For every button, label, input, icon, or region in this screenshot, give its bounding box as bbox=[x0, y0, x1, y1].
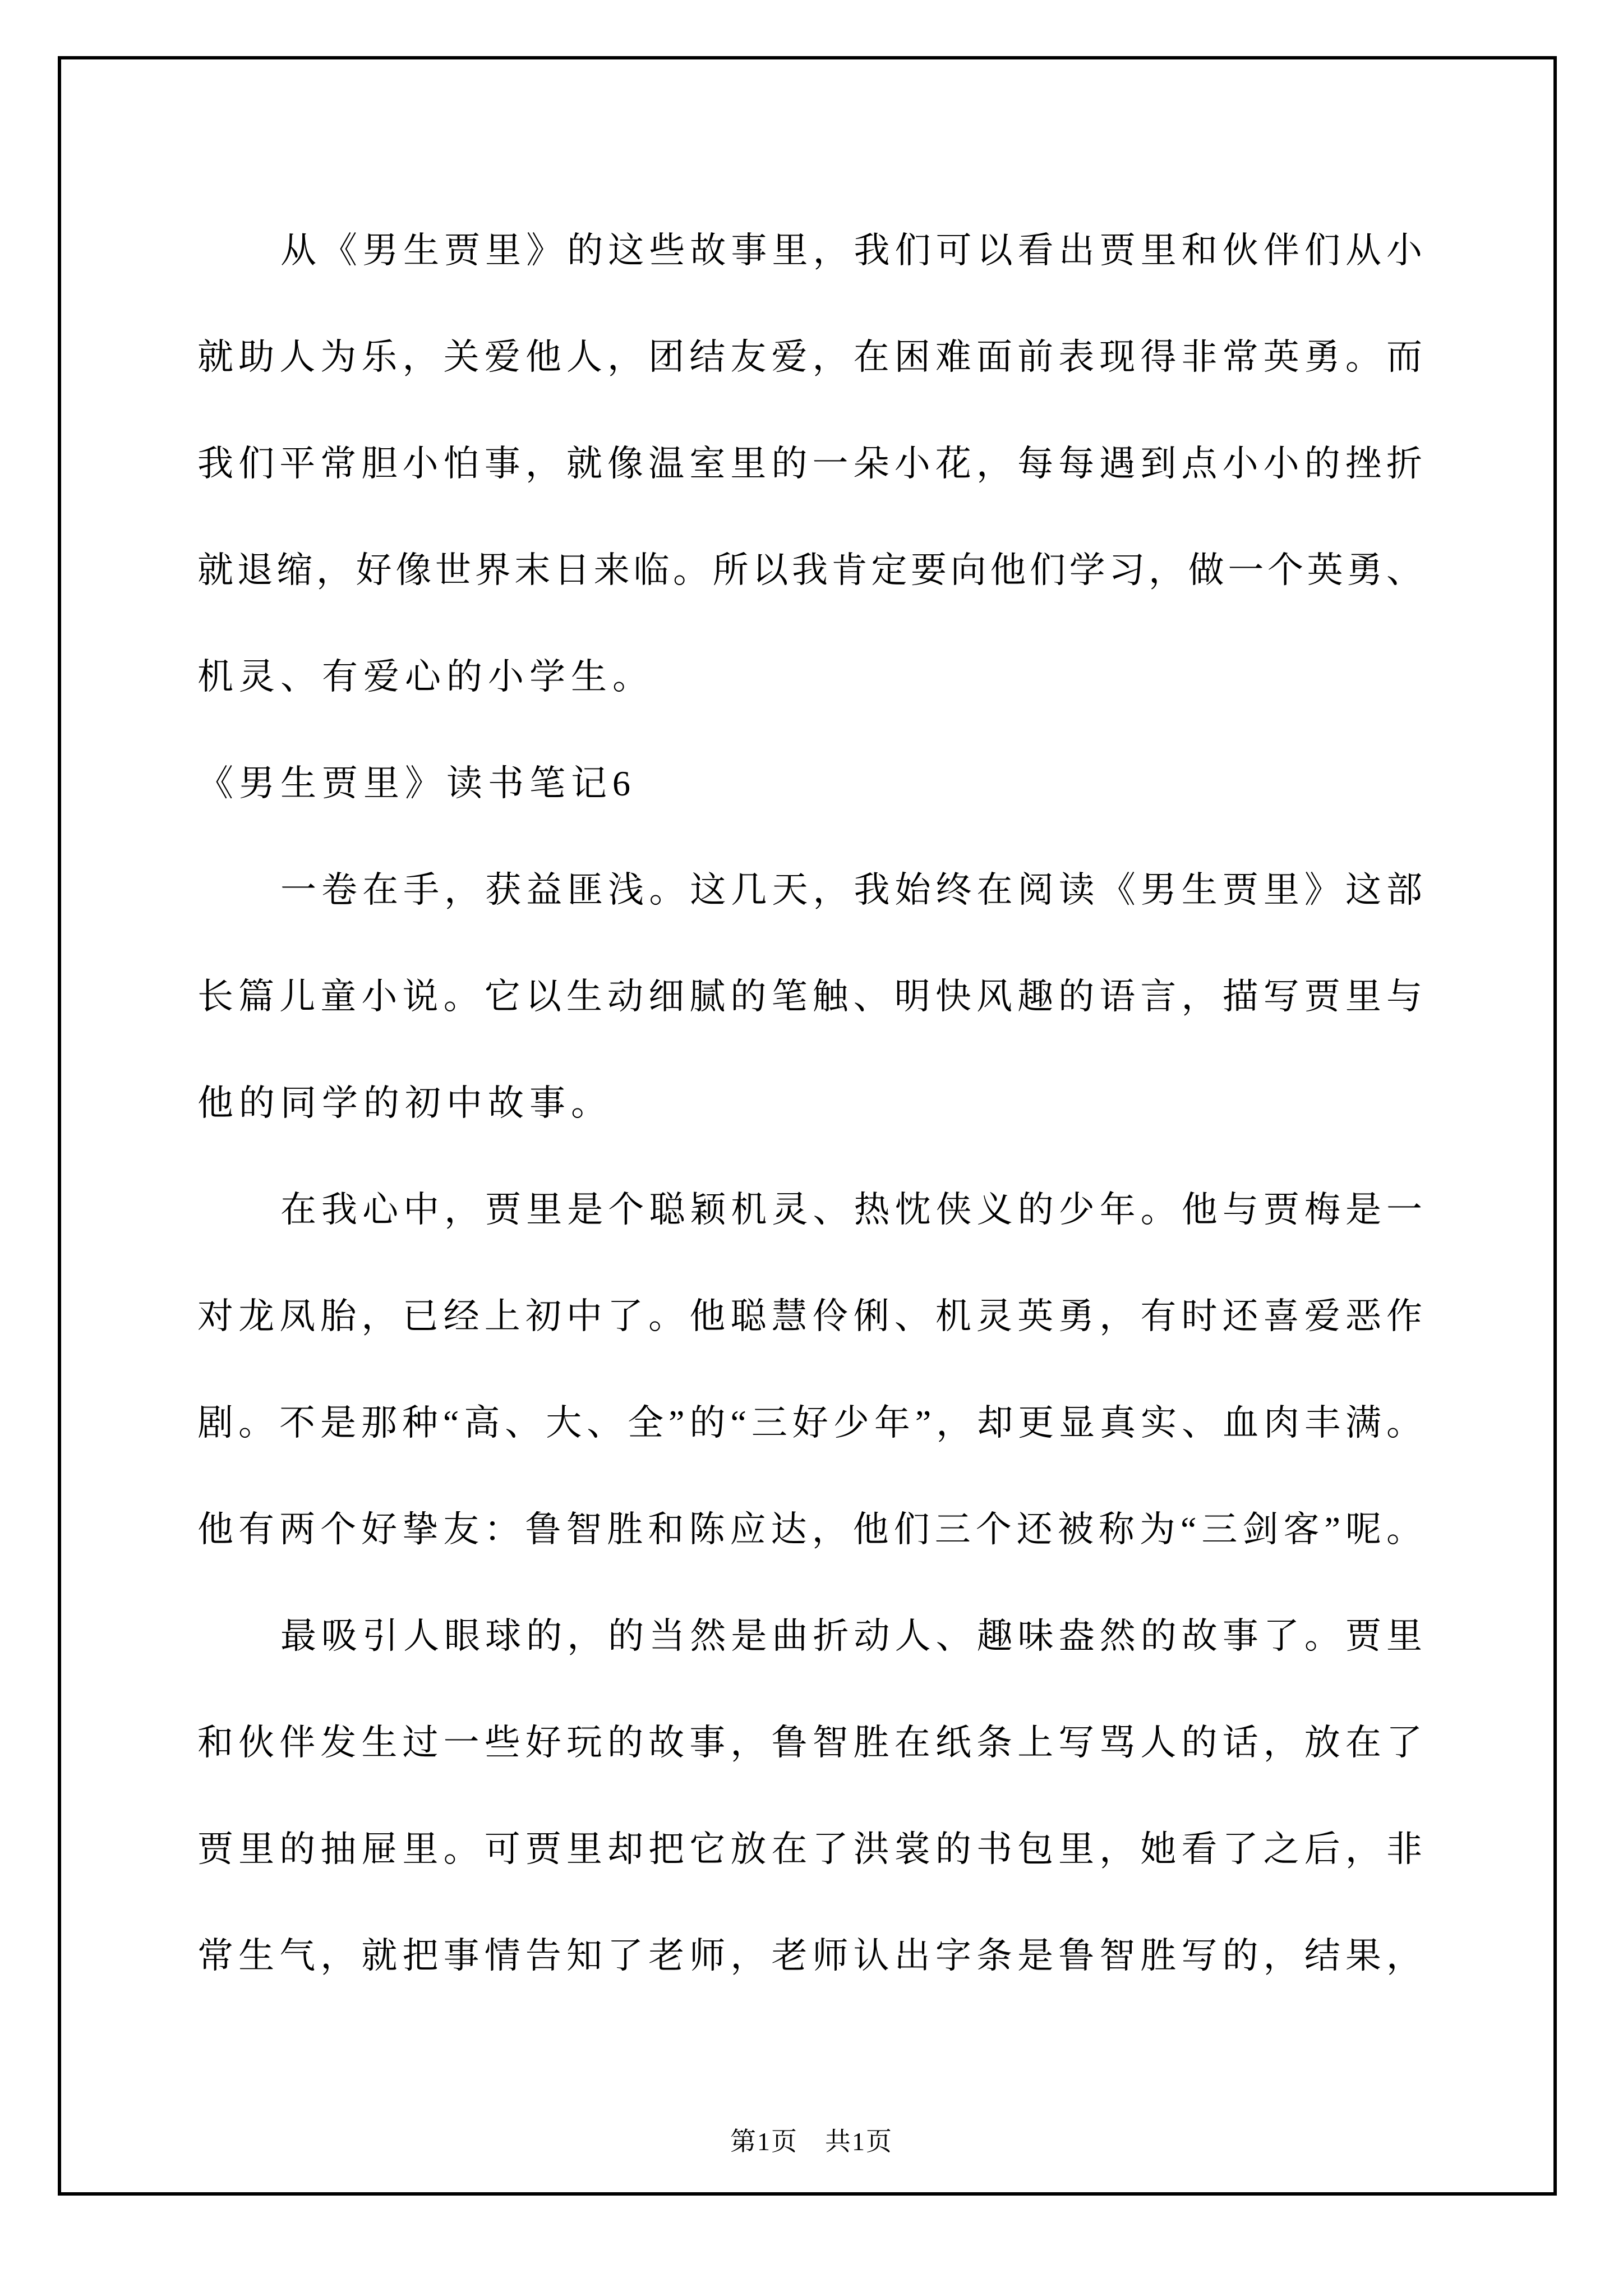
text-line: 他的同学的初中故事。 bbox=[197, 1083, 612, 1123]
text-line-section-heading: 《男生贾里》读书笔记6 bbox=[197, 763, 636, 803]
text-line: 贾里的抽屉里。可贾里却把它放在了洪裳的书包里，她看了之后，非 bbox=[197, 1829, 1422, 1869]
text-line: 对龙凤胎，已经上初中了。他聪慧伶俐、机灵英勇，有时还喜爱恶作 bbox=[197, 1296, 1422, 1336]
text-line: 在我心中，贾里是个聪颖机灵、热忱侠义的少年。他与贾梅是一 bbox=[280, 1190, 1422, 1230]
page-footer: 第1页 共1页 bbox=[730, 2127, 893, 2156]
text-line: 从《男生贾里》的这些故事里，我们可以看出贾里和伙伴们从小 bbox=[280, 231, 1422, 270]
document-text bbox=[197, 197, 1422, 2009]
text-line: 剧。不是那种“高、大、全”的“三好少年”，却更显真实、血肉丰满。 bbox=[197, 1403, 1422, 1443]
text-line: 机灵、有爱心的小学生。 bbox=[197, 657, 654, 697]
text-line: 我们平常胆小怕事，就像温室里的一朵小花，每每遇到点小小的挫折 bbox=[197, 444, 1422, 484]
text-line: 就助人为乐，关爱他人，团结友爱，在困难面前表现得非常英勇。而 bbox=[197, 337, 1422, 377]
text-line: 常生气，就把事情告知了老师，老师认出字条是鲁智胜写的，结果， bbox=[197, 1936, 1422, 1976]
text-line: 就退缩，好像世界末日来临。所以我肯定要向他们学习，做一个英勇、 bbox=[197, 550, 1422, 590]
text-line: 一卷在手，获益匪浅。这几天，我始终在阅读《男生贾里》这部 bbox=[280, 870, 1422, 910]
text-line: 和伙伴发生过一些好玩的故事，鲁智胜在纸条上写骂人的话，放在了 bbox=[197, 1723, 1422, 1763]
text-line: 最吸引人眼球的，的当然是曲折动人、趣味盎然的故事了。贾里 bbox=[280, 1616, 1422, 1656]
text-line: 长篇儿童小说。它以生动细腻的笔触、明快风趣的语言，描写贾里与 bbox=[197, 977, 1422, 1016]
text-line: 他有两个好挚友：鲁智胜和陈应达，他们三个还被称为“三剑客”呢。 bbox=[197, 1510, 1422, 1549]
